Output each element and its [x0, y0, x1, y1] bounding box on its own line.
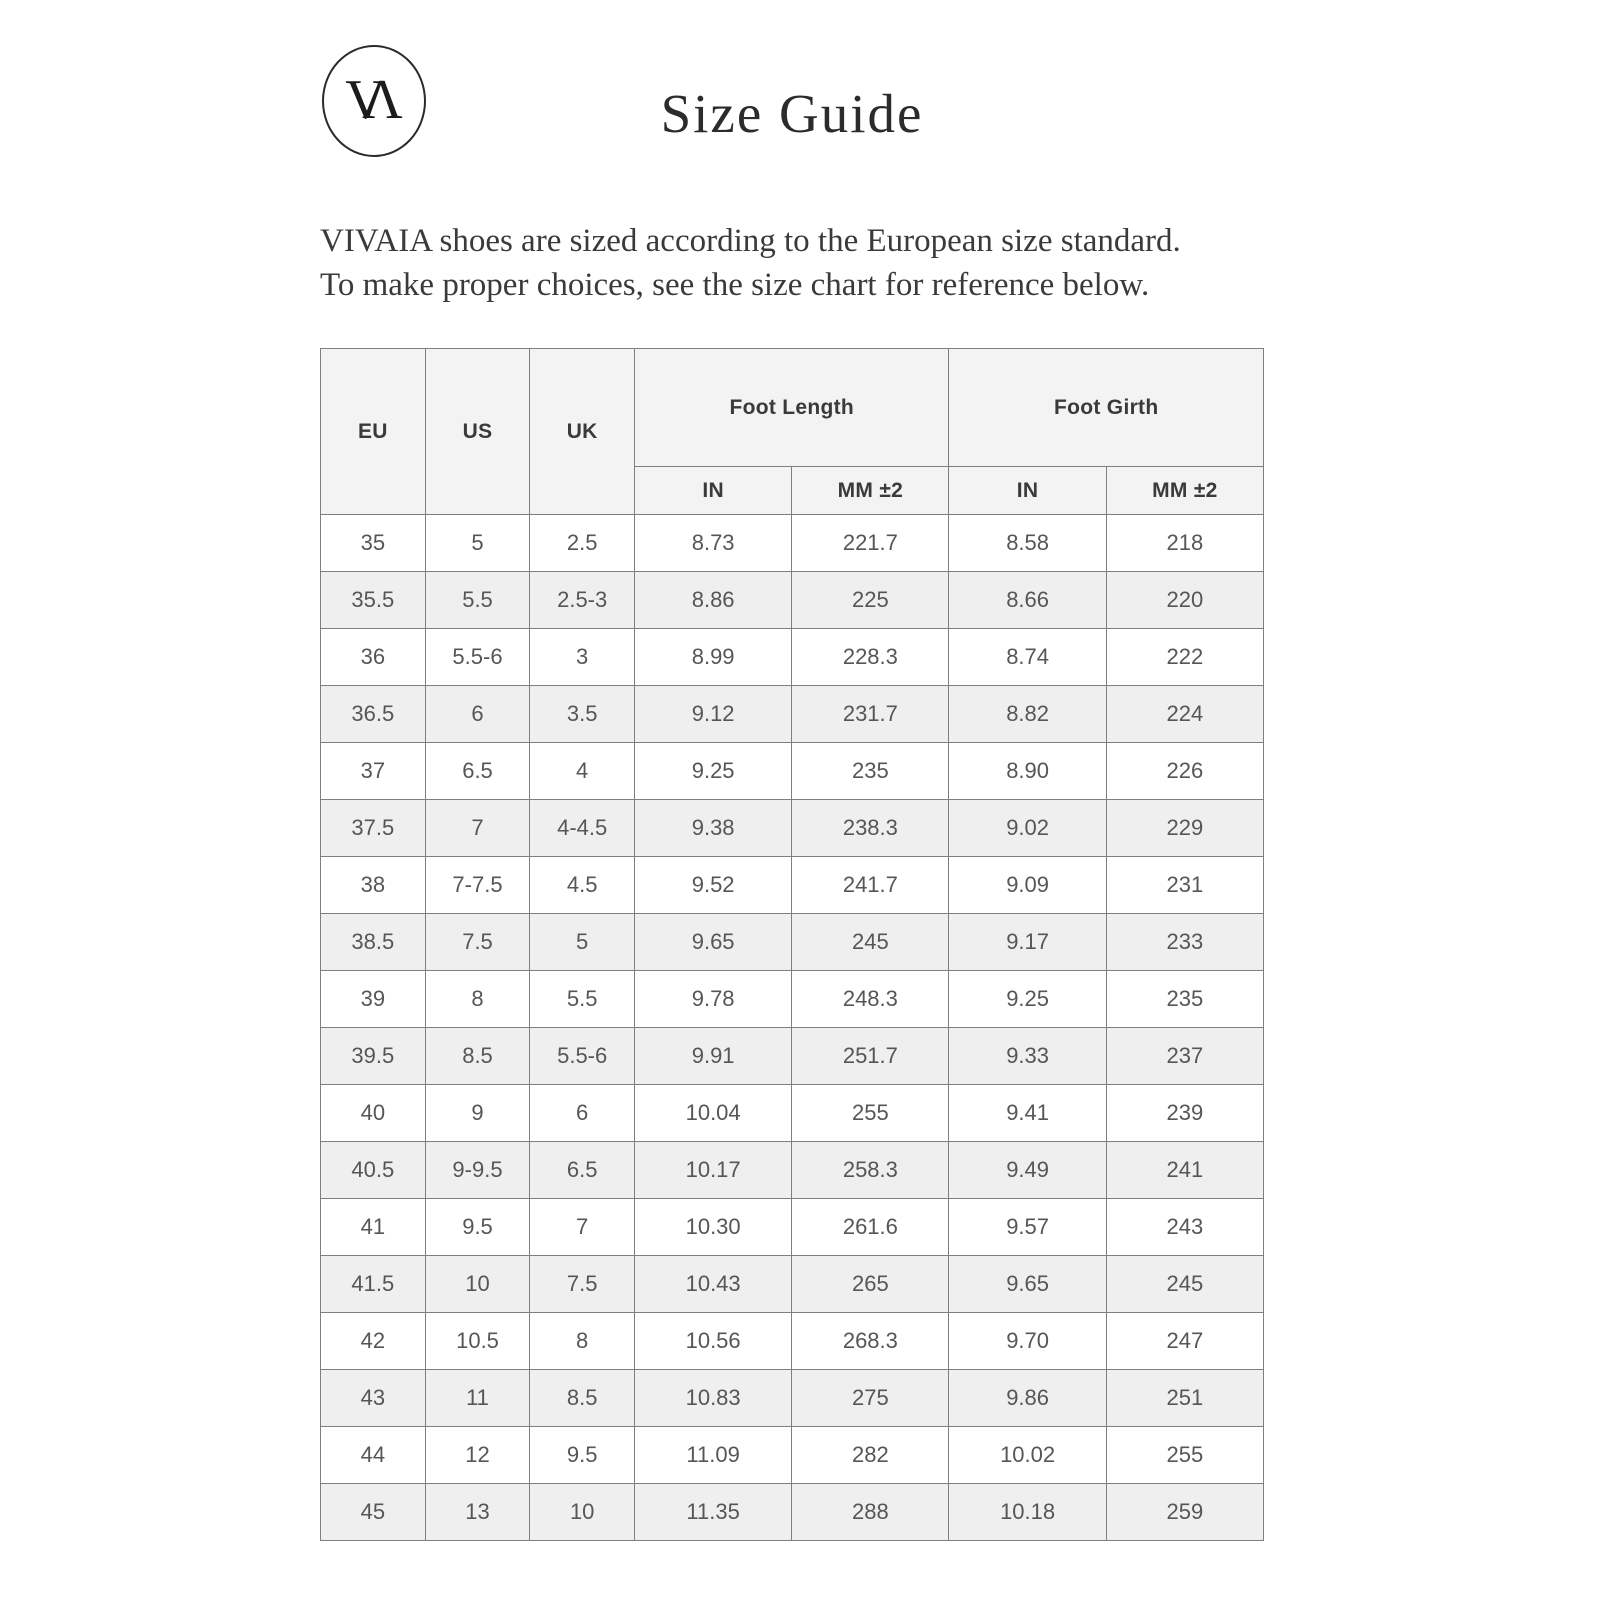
table-cell: 10.83	[635, 1370, 792, 1427]
table-cell: 9.33	[949, 1028, 1106, 1085]
table-cell: 239	[1106, 1085, 1263, 1142]
table-cell: 9.12	[635, 686, 792, 743]
table-cell: 10.56	[635, 1313, 792, 1370]
table-row	[321, 1256, 1264, 1313]
table-cell: 243	[1106, 1199, 1263, 1256]
table-cell: 245	[1106, 1256, 1263, 1313]
table-row	[321, 1028, 1264, 1085]
table-cell: 10	[530, 1484, 635, 1541]
table-cell: 7.5	[425, 914, 530, 971]
table-cell: 8.74	[949, 629, 1106, 686]
table-cell: 38	[321, 857, 426, 914]
table-cell: 43	[321, 1370, 426, 1427]
table-cell: 36	[321, 629, 426, 686]
table-row	[321, 743, 1264, 800]
table-cell: 35	[321, 515, 426, 572]
table-cell: 9.5	[425, 1199, 530, 1256]
table-cell: 275	[792, 1370, 949, 1427]
brand-header	[320, 0, 1264, 165]
table-cell: 10.04	[635, 1085, 792, 1142]
table-cell: 9.65	[949, 1256, 1106, 1313]
table-cell: 8	[530, 1313, 635, 1370]
table-cell: 5	[530, 914, 635, 971]
table-cell: 218	[1106, 515, 1263, 572]
table-row	[321, 629, 1264, 686]
table-cell: 10.5	[425, 1313, 530, 1370]
header-group-foot-girth: Foot Girth	[949, 349, 1264, 467]
table-row	[321, 515, 1264, 572]
table-row	[321, 1142, 1264, 1199]
table-cell: 226	[1106, 743, 1263, 800]
table-cell: 4	[530, 743, 635, 800]
table-cell: 9.09	[949, 857, 1106, 914]
table-cell: 265	[792, 1256, 949, 1313]
table-row	[321, 914, 1264, 971]
table-cell: 221.7	[792, 515, 949, 572]
table-cell: 231.7	[792, 686, 949, 743]
table-cell: 235	[792, 743, 949, 800]
table-cell: 5.5	[530, 971, 635, 1028]
size-table-body	[321, 515, 1264, 1541]
table-row	[321, 1427, 1264, 1484]
table-cell: 13	[425, 1484, 530, 1541]
table-cell: 255	[792, 1085, 949, 1142]
table-cell: 9.49	[949, 1142, 1106, 1199]
table-cell: 6.5	[425, 743, 530, 800]
table-cell: 37	[321, 743, 426, 800]
table-cell: 224	[1106, 686, 1263, 743]
table-cell: 7-7.5	[425, 857, 530, 914]
table-cell: 6	[425, 686, 530, 743]
table-cell: 225	[792, 572, 949, 629]
table-cell: 10.18	[949, 1484, 1106, 1541]
table-cell: 4.5	[530, 857, 635, 914]
table-cell: 44	[321, 1427, 426, 1484]
header-group-foot-length: Foot Length	[635, 349, 949, 467]
table-cell: 268.3	[792, 1313, 949, 1370]
vivaia-monogram-icon: VΛ	[345, 69, 380, 131]
table-cell: 238.3	[792, 800, 949, 857]
table-cell: 9-9.5	[425, 1142, 530, 1199]
table-cell: 9.91	[635, 1028, 792, 1085]
table-cell: 9.25	[635, 743, 792, 800]
header-cell-eu: EU	[321, 349, 426, 515]
table-row	[321, 1199, 1264, 1256]
table-cell: 9.17	[949, 914, 1106, 971]
table-cell: 8.99	[635, 629, 792, 686]
table-cell: 6.5	[530, 1142, 635, 1199]
brand-logo	[322, 45, 426, 157]
table-cell: 8	[425, 971, 530, 1028]
table-cell: 42	[321, 1313, 426, 1370]
table-cell: 241.7	[792, 857, 949, 914]
table-cell: 9.57	[949, 1199, 1106, 1256]
table-cell: 11.09	[635, 1427, 792, 1484]
table-cell: 220	[1106, 572, 1263, 629]
table-cell: 7.5	[530, 1256, 635, 1313]
table-cell: 2.5-3	[530, 572, 635, 629]
table-cell: 10.30	[635, 1199, 792, 1256]
intro-line-1: VIVAIA shoes are sized according to the European size standard.	[320, 223, 1181, 259]
table-cell: 247	[1106, 1313, 1263, 1370]
page-title: Size Guide	[660, 83, 924, 144]
table-cell: 11	[425, 1370, 530, 1427]
table-cell: 9.65	[635, 914, 792, 971]
table-cell: 8.5	[530, 1370, 635, 1427]
table-row	[321, 857, 1264, 914]
table-cell: 9.25	[949, 971, 1106, 1028]
table-cell: 255	[1106, 1427, 1263, 1484]
table-cell: 35.5	[321, 572, 426, 629]
table-row	[321, 971, 1264, 1028]
header-cell-foot-girth-mm: MM ±2	[1106, 467, 1263, 515]
table-cell: 9	[425, 1085, 530, 1142]
table-cell: 4-4.5	[530, 800, 635, 857]
table-row	[321, 572, 1264, 629]
table-cell: 251.7	[792, 1028, 949, 1085]
table-cell: 231	[1106, 857, 1263, 914]
table-cell: 248.3	[792, 971, 949, 1028]
table-cell: 8.5	[425, 1028, 530, 1085]
table-cell: 258.3	[792, 1142, 949, 1199]
table-cell: 8.82	[949, 686, 1106, 743]
size-guide-page	[320, 0, 1264, 1541]
table-cell: 235	[1106, 971, 1263, 1028]
table-cell: 41	[321, 1199, 426, 1256]
header-cell-us: US	[425, 349, 530, 515]
table-cell: 251	[1106, 1370, 1263, 1427]
table-cell: 10.02	[949, 1427, 1106, 1484]
table-row	[321, 1484, 1264, 1541]
table-cell: 12	[425, 1427, 530, 1484]
header-cell-foot-length-in: IN	[635, 467, 792, 515]
table-cell: 38.5	[321, 914, 426, 971]
table-cell: 288	[792, 1484, 949, 1541]
table-cell: 228.3	[792, 629, 949, 686]
table-cell: 261.6	[792, 1199, 949, 1256]
table-cell: 8.86	[635, 572, 792, 629]
intro-text	[320, 219, 1264, 307]
header-cell-foot-length-mm: MM ±2	[792, 467, 949, 515]
header-cell-uk: UK	[530, 349, 635, 515]
table-row	[321, 1313, 1264, 1370]
table-cell: 7	[425, 800, 530, 857]
table-cell: 282	[792, 1427, 949, 1484]
table-cell: 229	[1106, 800, 1263, 857]
table-cell: 5	[425, 515, 530, 572]
table-cell: 8.73	[635, 515, 792, 572]
table-cell: 11.35	[635, 1484, 792, 1541]
table-cell: 40.5	[321, 1142, 426, 1199]
intro-line-2: To make proper choices, see the size chart for reference below.	[320, 267, 1150, 303]
header-cell-foot-girth-in: IN	[949, 467, 1106, 515]
table-cell: 5.5-6	[530, 1028, 635, 1085]
table-cell: 8.90	[949, 743, 1106, 800]
table-cell: 9.52	[635, 857, 792, 914]
table-cell: 40	[321, 1085, 426, 1142]
table-cell: 237	[1106, 1028, 1263, 1085]
table-cell: 9.86	[949, 1370, 1106, 1427]
table-cell: 9.70	[949, 1313, 1106, 1370]
table-cell: 36.5	[321, 686, 426, 743]
table-row	[321, 686, 1264, 743]
table-cell: 259	[1106, 1484, 1263, 1541]
size-table-header	[321, 349, 1264, 515]
table-cell: 10.17	[635, 1142, 792, 1199]
table-cell: 45	[321, 1484, 426, 1541]
table-cell: 41.5	[321, 1256, 426, 1313]
table-cell: 9.38	[635, 800, 792, 857]
table-cell: 7	[530, 1199, 635, 1256]
table-cell: 5.5-6	[425, 629, 530, 686]
table-cell: 9.41	[949, 1085, 1106, 1142]
table-cell: 9.5	[530, 1427, 635, 1484]
table-cell: 5.5	[425, 572, 530, 629]
table-cell: 37.5	[321, 800, 426, 857]
table-cell: 3	[530, 629, 635, 686]
table-cell: 10	[425, 1256, 530, 1313]
table-cell: 241	[1106, 1142, 1263, 1199]
table-cell: 222	[1106, 629, 1263, 686]
table-cell: 8.58	[949, 515, 1106, 572]
size-chart-table	[320, 348, 1264, 1541]
table-row	[321, 1085, 1264, 1142]
table-cell: 245	[792, 914, 949, 971]
table-cell: 6	[530, 1085, 635, 1142]
table-row	[321, 1370, 1264, 1427]
table-cell: 233	[1106, 914, 1263, 971]
table-cell: 39.5	[321, 1028, 426, 1085]
table-cell: 8.66	[949, 572, 1106, 629]
table-cell: 9.78	[635, 971, 792, 1028]
table-cell: 39	[321, 971, 426, 1028]
table-row	[321, 800, 1264, 857]
table-cell: 3.5	[530, 686, 635, 743]
table-cell: 9.02	[949, 800, 1106, 857]
table-cell: 2.5	[530, 515, 635, 572]
table-cell: 10.43	[635, 1256, 792, 1313]
